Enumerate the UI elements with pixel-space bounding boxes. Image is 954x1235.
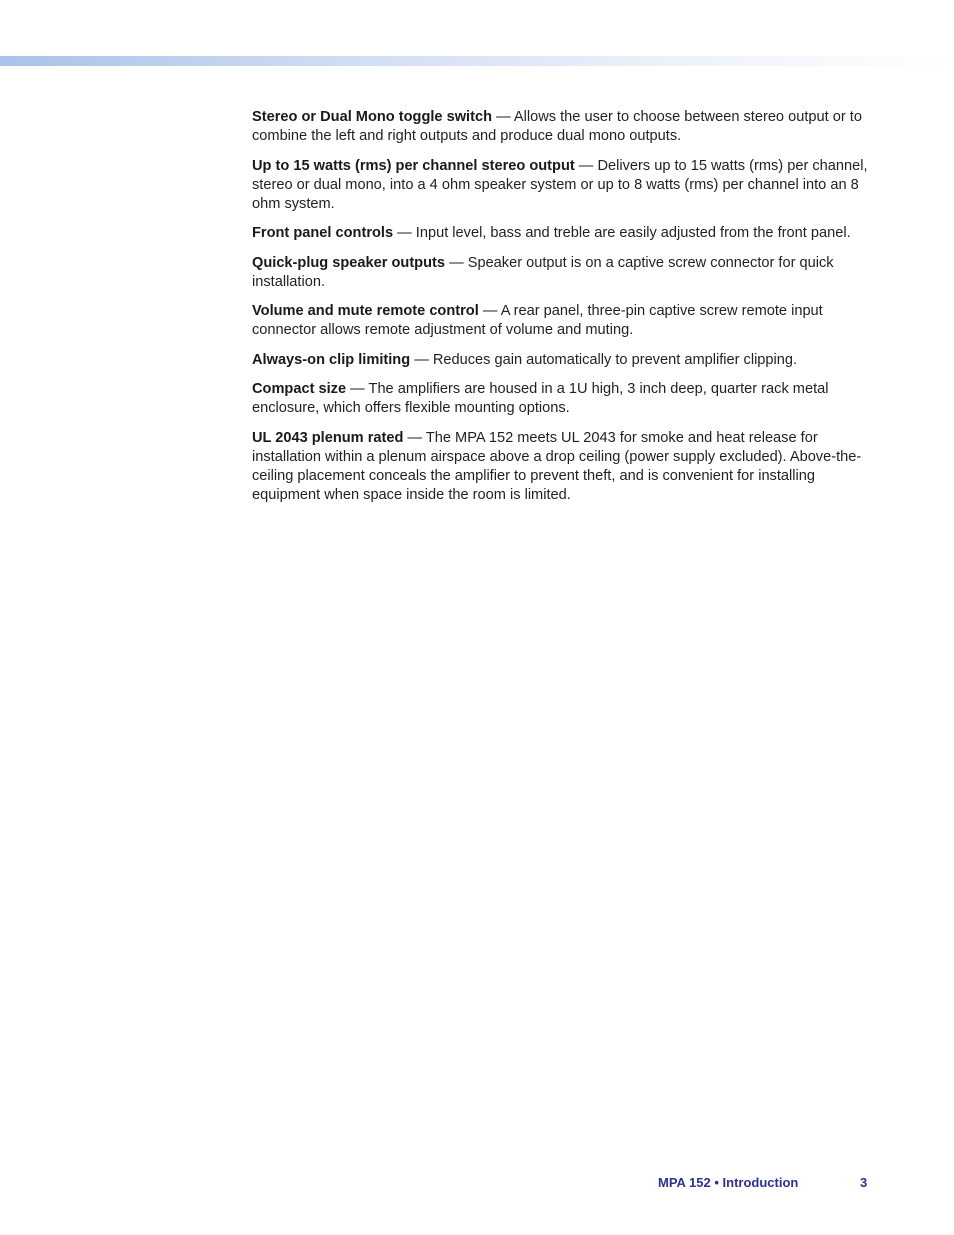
- feature-item: [252, 157, 872, 214]
- feature-description: A rear panel, three-pin captive screw remote input connector allows remote adjustment of volume and muting.: [252, 303, 823, 338]
- feature-item: [252, 380, 872, 418]
- feature-term: Stereo or Dual Mono toggle switch: [252, 109, 492, 125]
- feature-item: [252, 429, 872, 505]
- em-dash: —: [407, 429, 423, 446]
- feature-description: Delivers up to 15 watts (rms) per channel, stereo or dual mono, into a 4 ohm speaker system or up to 8 watts (rms) per channel into an 8 ohm system.: [252, 157, 868, 212]
- em-dash: —: [414, 351, 429, 368]
- em-dash: —: [496, 109, 511, 125]
- feature-description: Speaker output is on a captive screw connector for quick installation.: [252, 254, 834, 290]
- em-dash: —: [350, 381, 365, 397]
- feature-term: Up to 15 watts (rms) per channel stereo output: [252, 157, 575, 174]
- page-number: 3: [860, 1175, 868, 1190]
- feature-description: Allows the user to choose between stereo output or to combine the left and right outputs and produce dual mono outputs.: [252, 109, 862, 144]
- em-dash: —: [482, 303, 498, 319]
- feature-description: The amplifiers are housed in a 1U high, 3 inch deep, quarter rack metal enclosure, which offers flexible mounting options.: [252, 381, 829, 416]
- feature-term: Front panel controls: [252, 225, 394, 241]
- feature-description: The MPA 152 meets UL 2043 for smoke and heat release for installation within a plenum airspace above a drop ceiling (power supply excluded). Above-the-ceiling placement conceals the amplifier to prevent theft, and is convenient for installing equipment when space inside the room is limited.: [252, 429, 862, 503]
- header-gradient-bar: [0, 56, 954, 66]
- em-dash: —: [578, 157, 594, 174]
- page-footer: [0, 1175, 954, 1193]
- em-dash: —: [397, 225, 412, 241]
- feature-item: [252, 108, 872, 146]
- feature-item: [252, 351, 872, 370]
- feature-description: Input level, bass and treble are easily adjusted from the front panel.: [415, 225, 851, 241]
- feature-item: [252, 224, 872, 243]
- feature-item: [252, 254, 872, 292]
- feature-list: [252, 108, 872, 515]
- feature-term: UL 2043 plenum rated: [252, 429, 404, 446]
- feature-description: Reduces gain automatically to prevent amplifier clipping.: [432, 351, 798, 368]
- em-dash: —: [449, 254, 464, 271]
- feature-term: Always-on clip limiting: [252, 351, 411, 368]
- feature-term: Volume and mute remote control: [252, 303, 479, 319]
- footer-section-label: MPA 152 • Introduction: [658, 1175, 799, 1190]
- feature-item: [252, 302, 872, 340]
- feature-term: Compact size: [252, 381, 347, 397]
- feature-term: Quick-plug speaker outputs: [252, 254, 445, 271]
